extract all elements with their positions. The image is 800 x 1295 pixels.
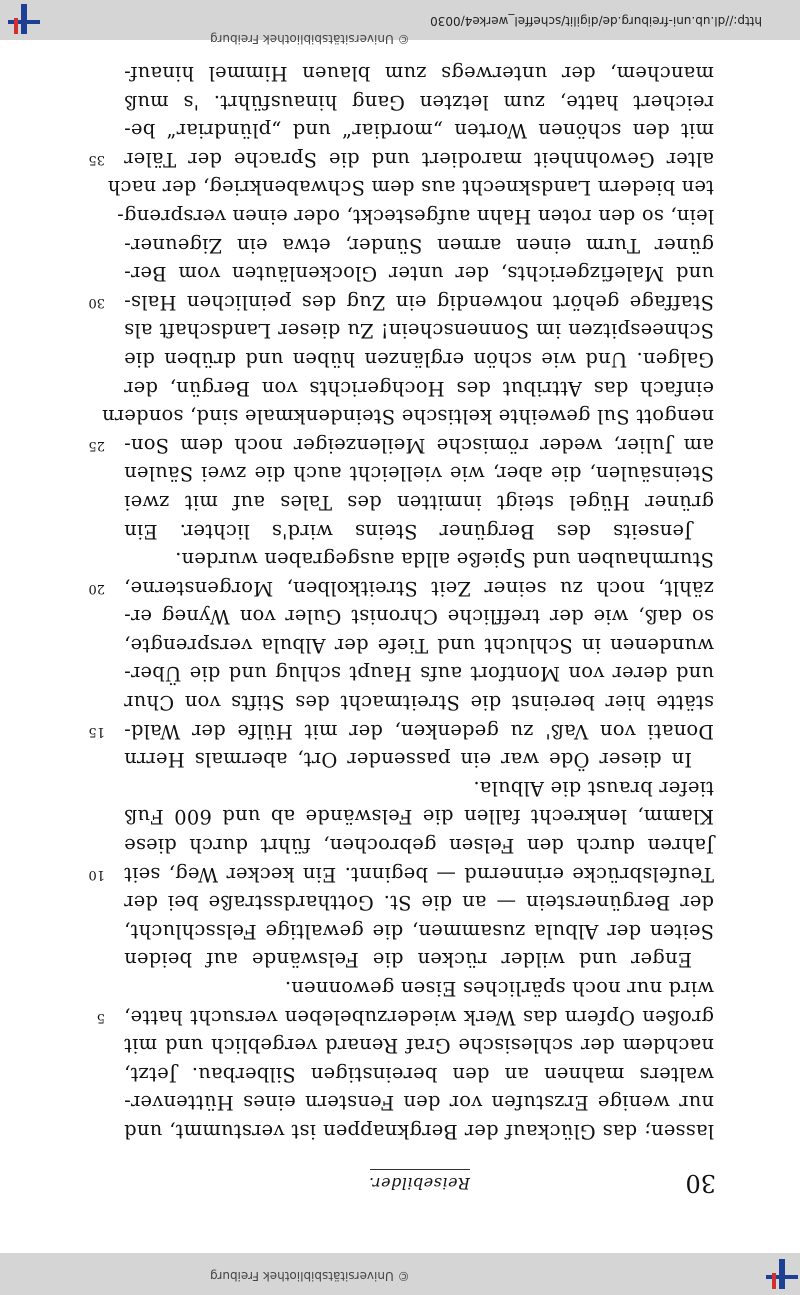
- line-number: 25: [88, 438, 105, 453]
- line-number: 10: [88, 867, 105, 882]
- text-line: einfach das Attribut des Hochgerichts von Bergün, der: [124, 376, 714, 400]
- text-line: manchem, der unterwegs zum blauen Himmel hinauf-: [124, 62, 714, 86]
- text-line: güner Turm einen armen Sünder, etwa ein Zigeuner-: [124, 233, 714, 257]
- text-line: alter Gewohnheit marodiert und die Sprache der Täler: [124, 147, 714, 171]
- text-line: zählt, noch zu seiner Zeit Streitkolben, Morgensterne,: [124, 576, 714, 600]
- text-line: In dieser Öde war ein passender Ort, abermals Herrn: [124, 748, 692, 772]
- text-line: nengott Sul geweihte keltische Steindenkmale sind, sondern: [101, 405, 714, 429]
- library-logo-icon: [766, 1259, 798, 1289]
- page-url[interactable]: http://dl.ub.uni-freiburg.de/digilit/scheffel_werke4/0030: [430, 14, 762, 28]
- text-line: Jahren durch den Felsen gebrochen, führt durch diese: [124, 834, 714, 858]
- line-number: 15: [88, 724, 105, 739]
- text-line: lassen; das Glückauf der Bergknappen ist verstummt, und: [124, 1120, 714, 1143]
- text-line: stätte hier bereinst die Streitmacht des Stifts von Chur: [124, 691, 714, 715]
- text-line: Steinsäulen, die aber, wie vielleicht auch die zwei Säulen: [124, 462, 714, 486]
- text-line: Jenseits des Bergüner Steins wird's lichter. Ein: [124, 519, 692, 543]
- page-header: [0, 1165, 800, 1205]
- line-number: 35: [88, 152, 105, 167]
- text-line: mit den schönen Worten „mordiar“ und „plündriar“ be-: [124, 119, 714, 143]
- text-line: reichert hatte, zum letzten Gang hinausführt. 's muß: [124, 90, 714, 114]
- text-line: wird nur noch spärliches Eisen gewonnen.: [284, 977, 714, 1001]
- line-number: 30: [88, 295, 105, 310]
- viewer-footer-bar: [0, 0, 800, 46]
- text-line: walters mahnen an den bereinstigen Silberbau. Jetzt,: [124, 1062, 714, 1086]
- text-line: tiefer braust die Albula.: [473, 776, 714, 800]
- text-line: so daß, wie der treffliche Chronist Guler von Wyneg er-: [124, 605, 714, 629]
- text-line: großen Opfern das Werk wiederzubeleben versucht hatte,: [124, 1005, 714, 1029]
- page-body-text: [101, 58, 714, 1145]
- text-line: und Malefizgerichts, der unter Glockenläuten vom Ber-: [124, 262, 714, 286]
- text-line: wundenen in Schlucht und Tiefe der Albula versprengte,: [124, 633, 714, 657]
- text-line: der Bergünerstein — an die St. Gotthardsstraße bei der: [124, 891, 714, 915]
- text-line: lein, so den roten Hahn aufgesteckt, oder einen verspreng-: [117, 205, 714, 228]
- line-number: 5: [96, 1010, 105, 1025]
- text-line: Enger und wilder rücken die Felswände auf beiden: [124, 948, 692, 972]
- viewer-header-bar: [0, 1253, 800, 1295]
- text-line: nur wenige Erzstufen vor den Fenstern eines Hüttenver-: [124, 1091, 714, 1115]
- copyright-notice: © Universitätsbibliothek Freiburg: [210, 32, 410, 46]
- library-logo-icon: [8, 4, 40, 34]
- scanned-page: [0, 40, 800, 1253]
- text-line: am Julier, weder römische Meilenzeiger noch dem Son-: [124, 433, 714, 457]
- page-number: 30: [685, 1169, 716, 1197]
- text-line: grüner Hügel steigt inmitten des Tales auf mit zwei: [124, 490, 714, 514]
- copyright-notice: © Universitätsbibliothek Freiburg: [210, 1269, 410, 1283]
- text-line: Galgen. Und wie schön erglänzen hüben und drüben die: [124, 347, 714, 371]
- line-number: 20: [88, 581, 105, 596]
- text-line: ten biedern Landsknecht aus dem Schwabenkrieg, der nach: [107, 176, 714, 200]
- text-line: Seiten der Albula zusammen, die gewaltige Felsschlucht,: [124, 919, 714, 943]
- text-line: Staffage gehört notwendig ein Zug des peinlichen Hals-: [124, 290, 714, 314]
- running-head: Reisebilder.: [368, 1174, 470, 1193]
- text-line: Teufelsbrücke erinnernd — beginnt. Ein kecker Weg, seit: [124, 862, 714, 886]
- header-rule: [370, 1169, 470, 1170]
- text-line: Donati von Vaß' zu gedenken, der mit Hülfe der Wald-: [124, 719, 714, 743]
- text-line: Schneespitzen im Sonnenschein! Zu dieser Landschaft als: [124, 319, 714, 343]
- text-line: Sturmhauben und Spieße allda ausgegraben wurden.: [174, 548, 714, 572]
- text-line: nachdem der schlesische Graf Renard vergeblich und mit: [124, 1034, 714, 1058]
- text-line: Klamm, lenkrecht fallen die Felswände ab und 600 Fuß: [124, 805, 714, 829]
- text-line: und derer von Montfort aufs Haupt schlug und die Über-: [124, 662, 714, 686]
